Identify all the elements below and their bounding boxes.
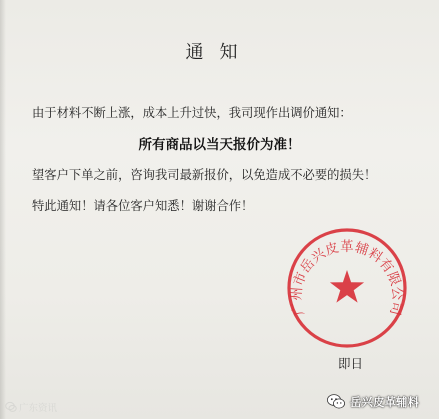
wechat-icon bbox=[326, 393, 346, 410]
paragraph-closing: 特此通知！请各位客户知悉！谢谢合作！ bbox=[32, 199, 254, 213]
notice-title: 通知 bbox=[185, 42, 254, 63]
account-watermark-text: 岳兴皮革辅料 bbox=[350, 394, 419, 409]
emphasis-line: 所有商品以当天报价为准！ bbox=[138, 137, 301, 153]
source-watermark-text: 广东资讯 bbox=[19, 403, 58, 414]
star-icon bbox=[330, 270, 364, 303]
paragraph-price-increase: 由于材料不断上涨，成本上升过快，我司现作出调价通知： bbox=[32, 106, 352, 120]
source-watermark bbox=[5, 400, 57, 414]
account-watermark bbox=[326, 393, 419, 410]
date-label: 即日 bbox=[338, 356, 364, 371]
seal-text: 广州市岳兴皮革辅料有限公司 bbox=[288, 238, 406, 318]
paragraph-advice: 望客户下单之前，咨询我司最新报价，以免造成不必要的损失！ bbox=[32, 168, 377, 182]
company-seal bbox=[285, 226, 409, 350]
wechat-icon bbox=[5, 401, 17, 413]
